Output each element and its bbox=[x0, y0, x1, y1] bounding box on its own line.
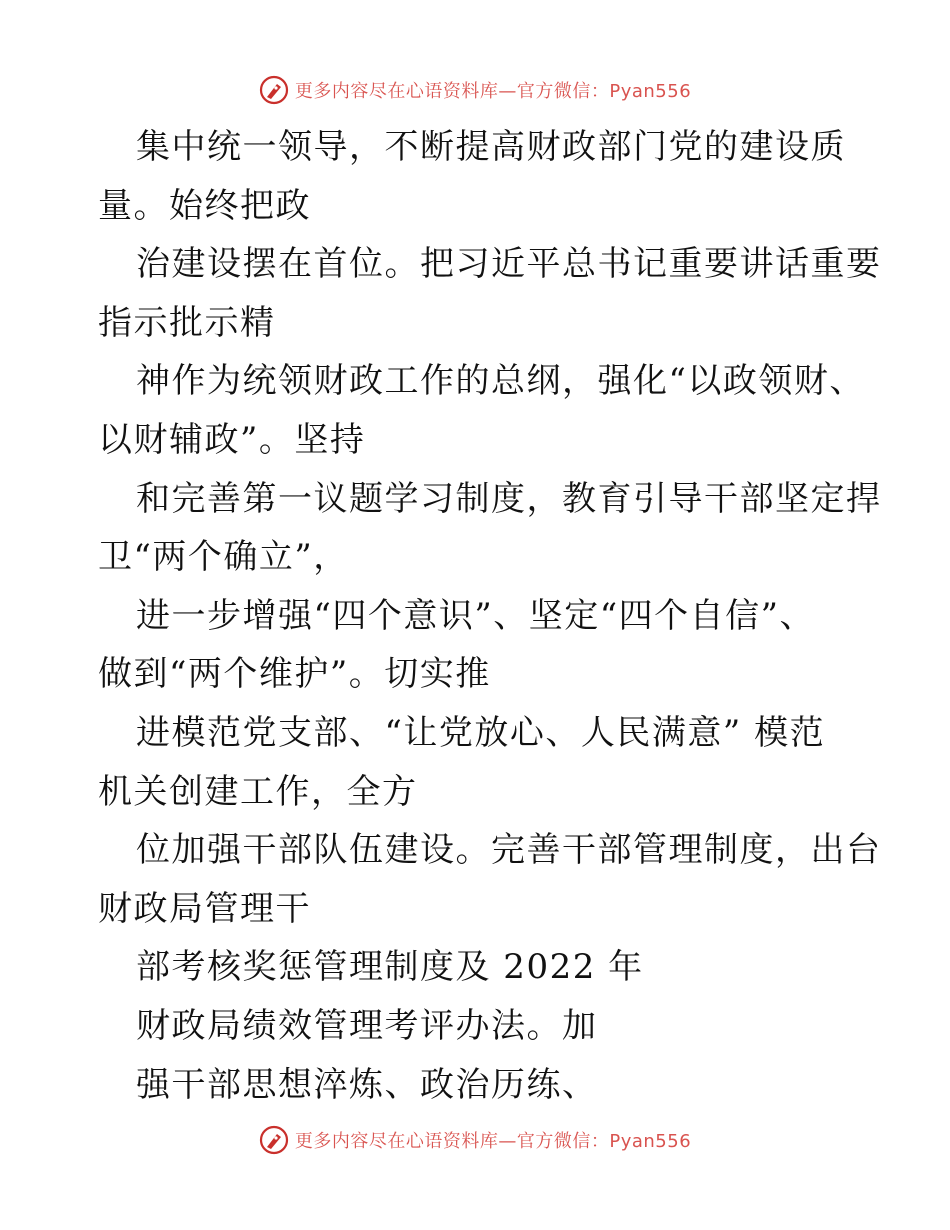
document-body bbox=[98, 118, 882, 1114]
text-line: 指示批示精 bbox=[98, 302, 276, 343]
text-line: 量。始终把政 bbox=[98, 185, 311, 226]
text-line: 进一步增强“四个意识”、坚定“四个自信”、 bbox=[136, 595, 816, 636]
watermark-text: 更多内容尽在心语资料库—官方微信：Pyan556 bbox=[294, 1131, 692, 1152]
text-line: 神作为统领财政工作的总纲，强化“以政领财、 bbox=[136, 361, 865, 402]
text-line: 做到“两个维护”。切实推 bbox=[98, 654, 491, 695]
watermark-text: 更多内容尽在心语资料库—官方微信：Pyan556 bbox=[294, 81, 692, 102]
text-line: 集中统一领导，不断提高财政部门党的建设质 bbox=[136, 127, 846, 167]
footer-watermark bbox=[0, 1120, 950, 1160]
text-line: 位加强干部队伍建设。完善干部管理制度，出台 bbox=[136, 830, 882, 871]
pen-nib-logo-icon bbox=[259, 75, 289, 105]
text-line: 和完善第一议题学习制度，教育引导干部坚定捍 bbox=[136, 478, 882, 519]
pen-nib-logo-icon bbox=[259, 1125, 289, 1155]
text-line: 财政局管理干 bbox=[98, 888, 311, 929]
text-line: 强干部思想淬炼、政治历练、 bbox=[136, 1064, 598, 1105]
text-line: 财政局绩效管理考评办法。加 bbox=[136, 1005, 598, 1046]
text-line: 部考核奖惩管理制度及 2022 年 bbox=[136, 947, 644, 988]
text-line: 机关创建工作，全方 bbox=[98, 771, 418, 812]
text-line: 卫“两个确立”， bbox=[98, 537, 349, 578]
text-line: 进模范党支部、“让党放心、人民满意” 模范 bbox=[136, 712, 826, 753]
text-line: 以财辅政”。坚持 bbox=[98, 419, 366, 460]
text-line: 治建设摆在首位。把习近平总书记重要讲话重要 bbox=[136, 244, 882, 285]
header-watermark bbox=[0, 70, 950, 110]
